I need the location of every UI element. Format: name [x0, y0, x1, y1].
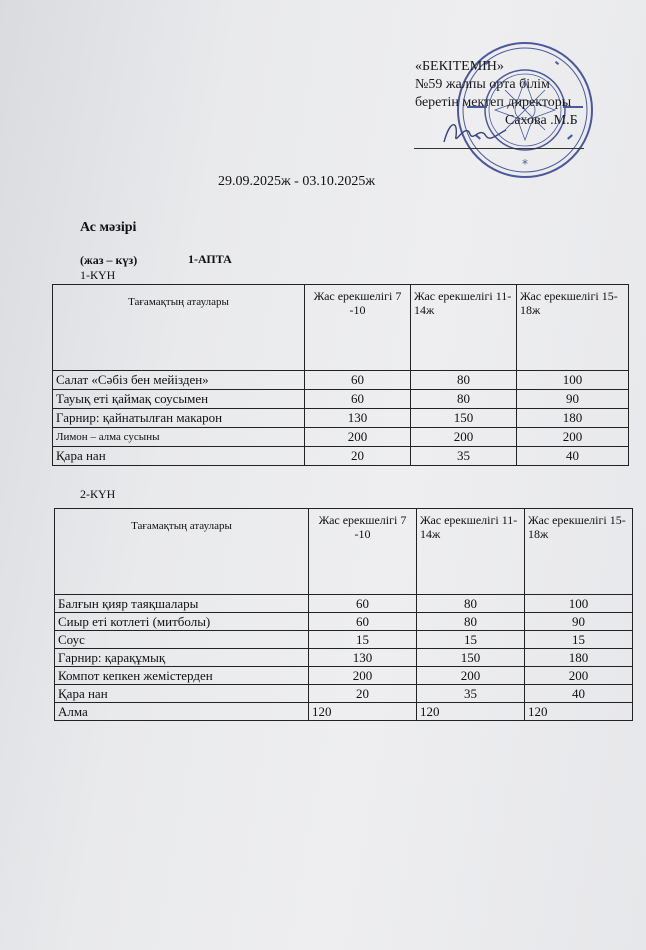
day2-table	[54, 508, 633, 721]
dish-name: Гарнир: қарақұмық	[55, 649, 309, 667]
portion-11-14: 80	[417, 613, 525, 631]
portion-7-10: 60	[309, 595, 417, 613]
header-age-15-18: Жас ерекшелігі 15-18ж	[525, 509, 633, 595]
table-row	[53, 409, 629, 428]
dish-name: Компот кепкен жемістерден	[55, 667, 309, 685]
dish-name: Тауық еті қаймақ соусымен	[53, 390, 305, 409]
portion-15-18: 90	[525, 613, 633, 631]
dish-name: Балғын қияр таяқшалары	[55, 595, 309, 613]
portion-7-10: 20	[309, 685, 417, 703]
header-dish-name: Тағамақтың атаулары	[55, 509, 309, 595]
portion-15-18: 120	[525, 703, 633, 721]
header-age-15-18: Жас ерекшелігі 15-18ж	[517, 285, 629, 371]
header-age-11-14: Жас ерекшелігі 11-14ж	[411, 285, 517, 371]
portion-7-10: 60	[305, 371, 411, 390]
portion-7-10: 120	[309, 703, 417, 721]
table-header-row	[53, 285, 629, 371]
day1-label: 1-КҮН	[80, 268, 116, 282]
dish-name: Қара нан	[55, 685, 309, 703]
dish-name: Салат «Сәбіз бен мейізден»	[53, 371, 305, 390]
portion-11-14: 15	[417, 631, 525, 649]
portion-11-14: 200	[411, 428, 517, 447]
portion-15-18: 180	[525, 649, 633, 667]
portion-11-14: 150	[411, 409, 517, 428]
portion-11-14: 150	[417, 649, 525, 667]
portion-11-14: 35	[411, 447, 517, 466]
dish-name: Сиыр еті котлеті (митболы)	[55, 613, 309, 631]
approval-position: беретін мектеп директоры	[415, 95, 572, 110]
portion-15-18: 200	[525, 667, 633, 685]
portion-7-10: 200	[305, 428, 411, 447]
table-header-row	[55, 509, 633, 595]
dish-name: Гарнир: қайнатылған макарон	[53, 409, 305, 428]
portion-15-18: 90	[517, 390, 629, 409]
approval-title: «БЕКІТЕМІН»	[415, 59, 504, 74]
table-row	[55, 631, 633, 649]
dish-name: Лимон – алма сусыны	[53, 428, 305, 447]
table-row	[53, 371, 629, 390]
portion-7-10: 60	[309, 613, 417, 631]
svg-text:*: *	[522, 157, 528, 171]
table-row	[55, 595, 633, 613]
approval-name: Сахова .М.Б	[505, 113, 578, 128]
date-range: 29.09.2025ж - 03.10.2025ж	[218, 174, 376, 189]
portion-15-18: 40	[525, 685, 633, 703]
day1-table	[52, 284, 629, 466]
dish-name: Соус	[55, 631, 309, 649]
portion-15-18: 40	[517, 447, 629, 466]
portion-7-10: 200	[309, 667, 417, 685]
portion-11-14: 120	[417, 703, 525, 721]
header-age-7-10: Жас ерекшелігі 7 -10	[305, 285, 411, 371]
portion-15-18: 100	[525, 595, 633, 613]
table-row	[53, 447, 629, 466]
header-age-7-10: Жас ерекшелігі 7 -10	[309, 509, 417, 595]
table-row	[55, 703, 633, 721]
portion-7-10: 60	[305, 390, 411, 409]
portion-7-10: 130	[309, 649, 417, 667]
season-label: (жаз – күз)	[80, 253, 138, 267]
portion-7-10: 15	[309, 631, 417, 649]
portion-7-10: 20	[305, 447, 411, 466]
portion-15-18: 15	[525, 631, 633, 649]
portion-11-14: 80	[411, 371, 517, 390]
portion-15-18: 200	[517, 428, 629, 447]
table-row	[55, 667, 633, 685]
signature-line	[414, 148, 584, 149]
dish-name: Алма	[55, 703, 309, 721]
table-row	[55, 613, 633, 631]
menu-title: Ас мәзірі	[80, 220, 137, 235]
portion-15-18: 100	[517, 371, 629, 390]
day2-label: 2-КҮН	[80, 487, 116, 501]
portion-11-14: 200	[417, 667, 525, 685]
approval-school: №59 жалпы орта білім	[415, 77, 550, 92]
dish-name: Қара нан	[53, 447, 305, 466]
portion-11-14: 80	[417, 595, 525, 613]
portion-7-10: 130	[305, 409, 411, 428]
header-dish-name: Тағамақтың атаулары	[53, 285, 305, 371]
week-label: 1-АПТА	[188, 252, 232, 266]
portion-11-14: 35	[417, 685, 525, 703]
table-row	[55, 649, 633, 667]
table-row	[53, 428, 629, 447]
approval-block	[415, 58, 578, 130]
portion-15-18: 180	[517, 409, 629, 428]
table-row	[55, 685, 633, 703]
header-age-11-14: Жас ерекшелігі 11-14ж	[417, 509, 525, 595]
table-row	[53, 390, 629, 409]
portion-11-14: 80	[411, 390, 517, 409]
